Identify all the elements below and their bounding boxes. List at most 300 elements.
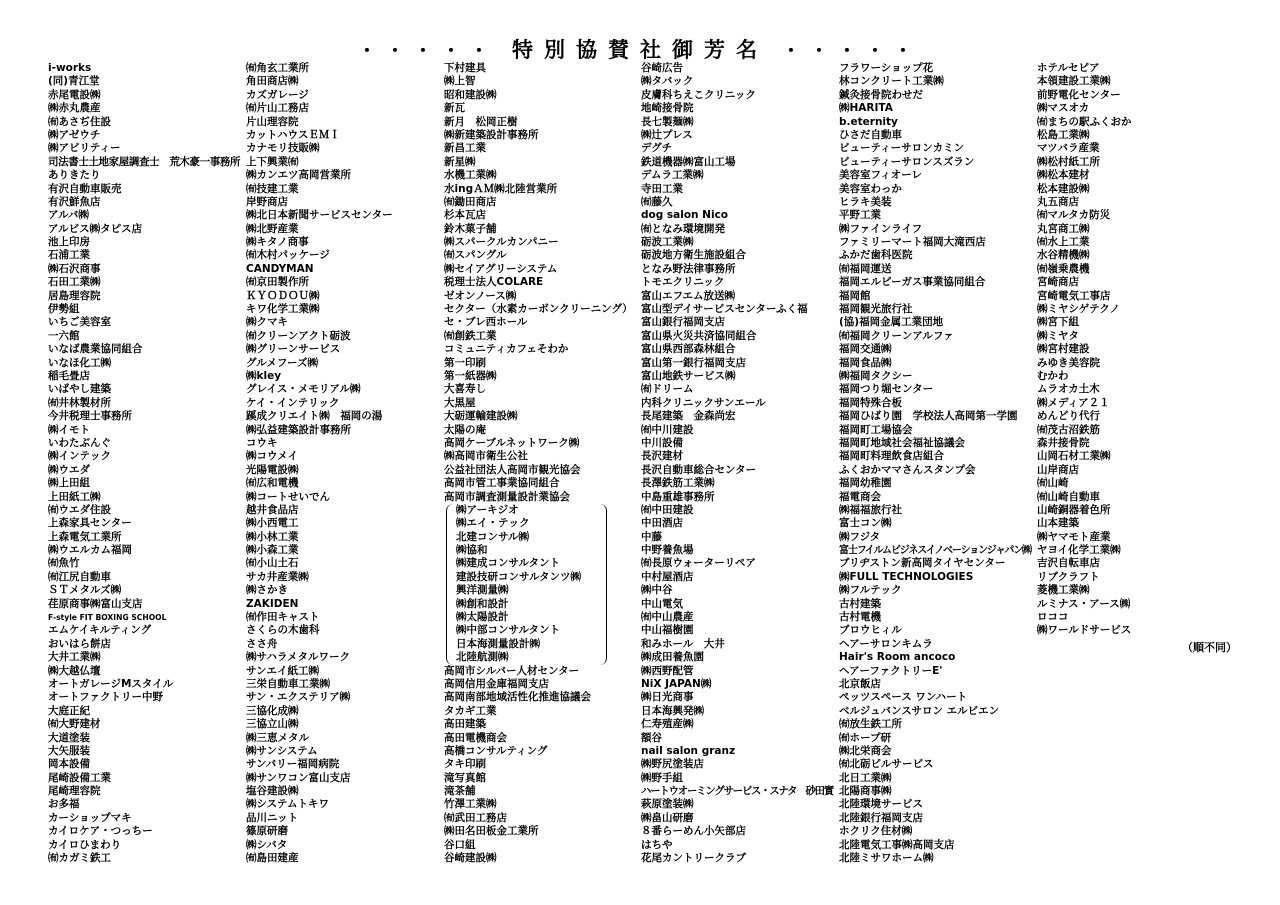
sponsor-row: [456, 624, 606, 637]
sponsor-name: 谷口組: [444, 838, 476, 851]
sponsor-row: [48, 477, 242, 490]
sponsor-name: ㈲京田製作所: [246, 276, 309, 289]
sponsor-name: 水機工業㈱: [444, 169, 497, 182]
order-note: （順不同）: [1182, 641, 1237, 654]
sponsor-name: カナモリ技販㈱: [246, 142, 320, 155]
sponsor-name: デムラ工業㈱: [641, 169, 704, 182]
sponsor-row: [444, 116, 638, 129]
sponsor-row: [1037, 62, 1231, 75]
sponsor-row: [641, 785, 835, 798]
sponsor-row: [641, 316, 835, 329]
sponsor-name: さくらの木歯科: [246, 624, 320, 637]
sponsor-row: [641, 183, 835, 196]
sponsor-row: [839, 370, 1033, 383]
sponsor-name: 下村建具: [444, 62, 486, 74]
sponsor-row: [48, 357, 242, 370]
sponsor-row: [444, 678, 638, 691]
sponsor-row: [1037, 571, 1231, 584]
sponsor-row: [48, 678, 242, 691]
sponsor-name: コミュニティカフェそわか: [444, 343, 569, 356]
sponsor-row: [48, 651, 242, 664]
sponsor-row: [641, 624, 835, 637]
sponsor-name: ありきたり: [48, 169, 101, 182]
sponsor-row: [48, 557, 242, 570]
sponsor-name: キワ化学工業㈱: [246, 303, 320, 316]
sponsor-row: [1037, 357, 1231, 370]
sponsor-name: 鉄道機器㈱富山工場: [641, 155, 736, 168]
sponsor-name: ㈱フジタ: [839, 530, 881, 543]
sponsor-row: [641, 745, 835, 758]
sponsor-name: 蹊成クリエイト㈱ 福岡の湯: [246, 410, 383, 423]
sponsor-name: ㈱石沢商事: [48, 262, 101, 275]
sponsor-name: 本領建設工業㈱: [1037, 75, 1111, 88]
sponsor-row: [444, 410, 638, 423]
sponsor-row: [444, 89, 638, 102]
sponsor-row: [839, 303, 1033, 316]
sponsor-row: [1037, 196, 1231, 209]
sponsor-row: [48, 89, 242, 102]
sponsor-row: [1037, 437, 1231, 450]
sponsor-name: 森井接骨院: [1037, 436, 1090, 449]
sponsor-row: [246, 169, 440, 182]
sponsor-row: [839, 544, 1033, 557]
sponsor-name: ささ舟: [246, 637, 278, 650]
sponsor-row: [246, 156, 440, 169]
sponsor-name: ㈱中谷: [641, 584, 673, 597]
sponsor-name: 北建コンサル㈱: [456, 530, 529, 543]
sponsor-row: [641, 370, 835, 383]
sponsor-name: 建設技研コンサルタンツ㈱: [456, 570, 582, 583]
sponsor-row: [444, 825, 638, 838]
sponsor-name: ㈱建成コンサルタント: [456, 557, 561, 570]
sponsor-name: ㈱松村紙工所: [1037, 155, 1100, 168]
sponsor-name: 大井工業㈱: [48, 651, 101, 664]
sponsor-row: [246, 477, 440, 490]
sponsor-name: ハートウオーミングサービス・スナタ 砂田實: [641, 785, 834, 798]
sponsor-row: [444, 209, 638, 222]
sponsor-name: 富士コン㈱: [839, 517, 892, 530]
sponsor-row: [641, 142, 835, 155]
sponsor-row: [246, 424, 440, 437]
sponsor-name: 鍼灸接骨院わせだ: [839, 88, 923, 101]
sponsor-name: おいはら餅店: [48, 637, 111, 650]
sponsor-name: ㈱コートせいでん: [246, 490, 330, 503]
sponsor-name: ㈱北野産業: [246, 222, 299, 235]
sponsor-row: [246, 557, 440, 570]
sponsor-row: [839, 798, 1033, 811]
sponsor-name: カイロケア・つっちー: [48, 825, 153, 838]
sponsor-name: 内科クリニックサンエール: [641, 396, 766, 409]
sponsor-name: 昭和建設㈱: [444, 88, 497, 101]
sponsor-row: [246, 357, 440, 370]
sponsor-row: [839, 531, 1033, 544]
sponsor-row: [48, 584, 242, 597]
sponsor-name: 長沢建材: [641, 450, 683, 463]
sponsor-name: ㈲水上工業: [1037, 236, 1090, 249]
sponsor-row: [246, 705, 440, 718]
sponsor-row: [48, 638, 242, 651]
sponsor-name: 有沢鮮魚店: [48, 195, 101, 208]
sponsor-name: 吉沢自転車店: [1037, 557, 1100, 570]
sponsor-name: ㈱辻プレス: [641, 128, 693, 141]
sponsor-row: [641, 169, 835, 182]
sponsor-row: [641, 517, 835, 530]
sponsor-name: ㈲長原ウォーターリペア: [641, 557, 756, 570]
sponsor-name: 和みホール 大井: [641, 637, 725, 650]
sponsor-name: 上下興業㈲: [246, 155, 299, 168]
sponsor-row: [444, 491, 638, 504]
sponsor-row: [246, 209, 440, 222]
sponsor-name: ㈱サンシステム: [246, 744, 318, 757]
sponsor-name: 高橋コンサルティング: [444, 744, 548, 757]
sponsor-row: [641, 397, 835, 410]
sponsor-row: [1037, 624, 1231, 637]
sponsor-name: 上森家具センター: [48, 517, 132, 530]
sponsor-row: [839, 450, 1033, 463]
sponsor-row: [641, 156, 835, 169]
sponsor-row: [48, 316, 242, 329]
sponsor-row: [1037, 263, 1231, 276]
sponsor-row: [839, 571, 1033, 584]
sponsor-name: サンバリー福岡病院: [246, 758, 340, 771]
sponsor-name: ㈱スパークルカンパニー: [444, 236, 559, 249]
sponsor-row: [641, 437, 835, 450]
sponsor-row: [48, 491, 242, 504]
sponsor-row: [839, 772, 1033, 785]
sponsor-name: いなほ化工㈱: [48, 356, 111, 369]
sponsor-row: [48, 437, 242, 450]
sponsor-name: ㈱小森工業: [246, 544, 299, 557]
sponsor-row: [246, 223, 440, 236]
sponsor-row: [246, 437, 440, 450]
sponsor-row: [48, 772, 242, 785]
sponsor-row: [246, 504, 440, 517]
sponsor-row: [839, 651, 1033, 664]
sponsor-name: ㈱畠山研磨: [641, 811, 694, 824]
sponsor-name: ㈱グリーンサービス: [246, 343, 341, 356]
sponsor-name: 福岡ひばり園 学校法人高岡第一学園: [839, 410, 1018, 423]
sponsor-name: 山本建築: [1037, 517, 1079, 530]
sponsor-name: 伊勢組: [48, 303, 80, 316]
sponsor-row: [839, 102, 1033, 115]
sponsor-name: ㈱協和: [456, 544, 488, 557]
sponsor-name: 三協化成㈱: [246, 704, 299, 717]
sponsor-row: [246, 531, 440, 544]
sponsor-row: [641, 825, 835, 838]
sponsor-row: [246, 772, 440, 785]
sponsor-row: [444, 263, 638, 276]
sponsor-row: [444, 62, 638, 75]
sponsor-row: [641, 477, 835, 490]
sponsor-name: 福岡つり堀センター: [839, 383, 934, 396]
sponsor-name: セ・ブレ西ホール: [444, 316, 528, 329]
sponsor-name: 北陸航測㈱: [456, 651, 509, 664]
sponsor-name: 水谷精機㈱: [1037, 249, 1090, 262]
sponsor-row: [246, 450, 440, 463]
sponsor-row: [1037, 316, 1231, 329]
sponsor-row: [246, 691, 440, 704]
sponsor-name: ㈱新建築設計事務所: [444, 128, 539, 141]
sponsor-row: [839, 504, 1033, 517]
sponsor-row: [839, 129, 1033, 142]
sponsor-row: [641, 223, 835, 236]
sponsor-name: ㈲茂古沼鉄筋: [1037, 423, 1100, 436]
sponsor-name: 岸野商店: [246, 195, 288, 208]
sponsor-name: ㈱メディア２１: [1037, 396, 1110, 409]
sponsor-row: [246, 183, 440, 196]
sponsor-name: ㈲中川建設: [641, 423, 694, 436]
sponsor-row: [246, 517, 440, 530]
sponsor-row: [48, 424, 242, 437]
sponsor-row: [48, 798, 242, 811]
sponsor-name: ㈱イモト: [48, 423, 90, 436]
sponsor-row: [246, 745, 440, 758]
sponsor-name: ペッツスペース ワンハート: [839, 691, 968, 704]
title-dots-right: ・・・・・: [782, 41, 922, 62]
sponsor-name: ホクリク住材㈱: [839, 825, 913, 838]
sponsor-name: 中山電気: [641, 597, 683, 610]
sponsor-name: ㈲となみ環境開発: [641, 222, 725, 235]
sponsor-row: [48, 156, 242, 169]
sponsor-row: [839, 116, 1033, 129]
sponsor-row: [1037, 531, 1231, 544]
sponsor-name: ㈲ウエダ住設: [48, 503, 111, 516]
sponsor-row: [839, 624, 1033, 637]
sponsor-row: [456, 598, 606, 611]
sponsor-name: 砺波工業㈱: [641, 236, 694, 249]
sponsor-row: [641, 209, 835, 222]
sponsor-row: [444, 705, 638, 718]
sponsor-name: ㈱福福旅行社: [839, 503, 902, 516]
sponsor-row: [839, 745, 1033, 758]
sponsor-row: [444, 357, 638, 370]
sponsor-row: [246, 316, 440, 329]
sponsor-name: 角田商店㈱: [246, 75, 299, 88]
sponsor-name: 高岡南部地域活性化推進協議会: [444, 691, 591, 704]
sponsor-name: 司法書士土地家屋調査士 荒木豪一事務所: [48, 155, 241, 168]
sponsor-name: マツバラ産業: [1037, 142, 1100, 155]
sponsor-row: [246, 236, 440, 249]
sponsor-name: いわたぶんぐ: [48, 436, 111, 449]
sponsor-name: 富山銀行福岡支店: [641, 316, 725, 329]
sponsor-row: [444, 450, 638, 463]
sponsor-row: [444, 732, 638, 745]
sponsor-row: [839, 477, 1033, 490]
sponsor-row: [48, 62, 242, 75]
sponsor-name: 福岡幼稚園: [839, 477, 892, 490]
sponsor-row: [456, 544, 606, 557]
sponsor-row: [444, 330, 638, 343]
sponsor-name: b.eternity: [839, 115, 898, 128]
sponsor-row: [444, 665, 638, 678]
sponsor-row: [641, 665, 835, 678]
sponsor-name: 福岡町工場協会: [839, 423, 913, 436]
sponsor-name: ビューティーサロンカミン: [839, 142, 965, 155]
sponsor-name: 菱機工業㈱: [1037, 584, 1090, 597]
sponsor-name: 竹澤工業㈱: [444, 798, 497, 811]
sponsor-name: ブリヂストン新高岡タイヤセンター: [839, 557, 1006, 570]
sponsor-row: [839, 75, 1033, 88]
sponsor-name: 大砺運輸建設㈱: [444, 410, 518, 423]
sponsor-row: [641, 410, 835, 423]
sponsor-name: ふかだ歯科医院: [839, 249, 913, 262]
sponsor-name: 福岡館: [839, 289, 871, 302]
sponsor-name: 中野養魚場: [641, 544, 694, 557]
sponsor-row: [246, 785, 440, 798]
sponsor-name: ㈱日光商事: [641, 691, 694, 704]
sponsor-name: カズガレージ: [246, 88, 309, 101]
sponsor-name: ファミリーマート福岡大滝西店: [839, 236, 986, 249]
sponsor-row: [456, 638, 606, 651]
sponsor-row: [48, 183, 242, 196]
sponsor-name: ㈱アゼウチ: [48, 128, 101, 141]
sponsor-row: [839, 839, 1033, 852]
sponsor-name: 高岡ケーブルネットワーク㈱: [444, 436, 580, 449]
sponsor-name: ㈱小西電工: [246, 517, 299, 530]
sponsor-row: [48, 504, 242, 517]
sponsor-name: ゼオンノース㈱: [444, 289, 517, 302]
sponsor-row: [839, 236, 1033, 249]
sponsor-row: [641, 544, 835, 557]
sponsor-name: 北陸ミサワホーム㈱: [839, 852, 934, 865]
sponsor-row: [444, 303, 638, 316]
sponsor-name: ㈲江尻自動車: [48, 570, 111, 583]
sponsor-name: グルメフーズ㈱: [246, 356, 319, 369]
sponsor-row: [444, 169, 638, 182]
sponsor-row: [641, 330, 835, 343]
sponsor-name: 仁寿殖産㈱: [641, 718, 694, 731]
sponsor-name: ㈱サハラメタルワーク: [246, 651, 351, 664]
sponsor-row: [839, 557, 1033, 570]
sponsor-name: 北陽商事㈱: [839, 785, 892, 798]
sponsor-name: 滝茶舗: [444, 785, 476, 798]
sponsor-name: 山岡石材工業㈱: [1037, 450, 1111, 463]
sponsor-row: [48, 102, 242, 115]
sponsor-row: [444, 75, 638, 88]
sponsor-row: [48, 718, 242, 731]
sponsor-name: フラワーショップ花: [839, 62, 934, 74]
sponsor-row: [641, 839, 835, 852]
sponsor-name: 北陸銀行福岡支店: [839, 811, 923, 824]
sponsor-name: 高岡市シルバー人材センター: [444, 664, 580, 677]
sponsor-row: [839, 611, 1033, 624]
sponsor-row: [641, 236, 835, 249]
sponsor-row: [641, 116, 835, 129]
sponsor-row: [48, 303, 242, 316]
sponsor-row: [246, 812, 440, 825]
sponsor-row: [246, 75, 440, 88]
sponsor-column: [839, 62, 1033, 865]
sponsor-row: [444, 142, 638, 155]
sponsor-name: 花尾カントリークラブ: [641, 852, 746, 865]
sponsor-row: [641, 102, 835, 115]
sponsor-row: [839, 410, 1033, 423]
sponsor-name: ㈱クマキ: [246, 316, 288, 329]
sponsor-row: [246, 584, 440, 597]
sponsor-name: F-style FIT BOXING SCHOOL: [48, 613, 167, 623]
sponsor-name: (同)青江堂: [48, 75, 100, 88]
sponsor-row: [641, 678, 835, 691]
sponsor-name: 第一印刷: [444, 356, 486, 369]
sponsor-name: トモエクリニック: [641, 276, 725, 289]
sponsor-name: サンエイ紙工㈱: [246, 664, 319, 677]
sponsor-name: ひさだ自動車: [839, 128, 902, 141]
sponsor-row: [48, 129, 242, 142]
page-title: [0, 34, 1280, 64]
sponsor-row: [641, 718, 835, 731]
sponsor-name: ㈱西野配管: [641, 664, 694, 677]
sponsor-row: [246, 852, 440, 865]
sponsor-name: 福岡交通㈱: [839, 343, 892, 356]
sponsor-name: ㈲島田建産: [246, 852, 299, 865]
sponsor-row: [641, 196, 835, 209]
sponsor-row: [48, 758, 242, 771]
sponsor-row: [246, 102, 440, 115]
sponsor-row: [456, 584, 606, 597]
sponsor-row: [641, 276, 835, 289]
sponsor-row: [246, 611, 440, 624]
sponsor-name: ㈱大越仏壇: [48, 664, 101, 677]
sponsor-name: 林コンクリート工業㈱: [839, 75, 944, 88]
sponsor-name: 皮膚科ちえこクリニック: [641, 88, 756, 101]
sponsor-name: 砺波地方衛生施設組合: [641, 249, 746, 262]
sponsor-name: 中山福樹園: [641, 624, 694, 637]
sponsor-row: [48, 290, 242, 303]
sponsor-row: [456, 504, 606, 517]
sponsor-name: ㈲放生鉄工所: [839, 718, 902, 731]
sponsor-name: 上田紙工㈱: [48, 490, 101, 503]
sponsor-row: [444, 758, 638, 771]
sponsor-row: [48, 196, 242, 209]
sponsor-name: いばやし建築: [48, 383, 111, 396]
sponsor-name: 三協立山㈱: [246, 718, 299, 731]
sponsor-row: [246, 825, 440, 838]
sponsor-name: アルバ㈱: [48, 209, 89, 222]
sponsor-row: [839, 718, 1033, 731]
sponsor-row: [839, 598, 1033, 611]
sponsor-row: [1037, 410, 1231, 423]
sponsor-name: ㈱高岡市衛生公社: [444, 450, 528, 463]
sponsor-row: [839, 812, 1033, 825]
sponsor-row: [1037, 129, 1231, 142]
sponsor-name: 長沢自動車総合センター: [641, 463, 757, 476]
sponsor-name: 水ingＡＭ㈱北陸営業所: [444, 182, 558, 195]
sponsor-row: [641, 557, 835, 570]
sponsor-row: [48, 852, 242, 865]
sponsor-name: ㈱ウエルカム福岡: [48, 544, 132, 557]
sponsor-name: タカギ工業: [444, 704, 497, 717]
sponsor-row: [48, 785, 242, 798]
sponsor-name: 宮崎商店: [1037, 276, 1079, 289]
sponsor-row: [444, 290, 638, 303]
sponsor-row: [641, 758, 835, 771]
sponsor-row: [1037, 102, 1231, 115]
sponsor-name: 新瓦: [444, 102, 465, 115]
sponsor-row: [246, 651, 440, 664]
sponsor-column: [444, 62, 638, 865]
sponsor-name: ㈲鋤田商店: [444, 195, 497, 208]
sponsor-row: [444, 839, 638, 852]
sponsor-name: オートファクトリー中野: [48, 691, 163, 704]
sponsor-row: [246, 678, 440, 691]
sponsor-row: [456, 557, 606, 570]
sponsor-name: CANDYMAN: [246, 262, 314, 275]
sponsor-name: みゆき美容院: [1037, 356, 1100, 369]
sponsor-row: [48, 705, 242, 718]
sponsor-row: [48, 236, 242, 249]
sponsor-row: [641, 424, 835, 437]
sponsor-row: [444, 718, 638, 731]
